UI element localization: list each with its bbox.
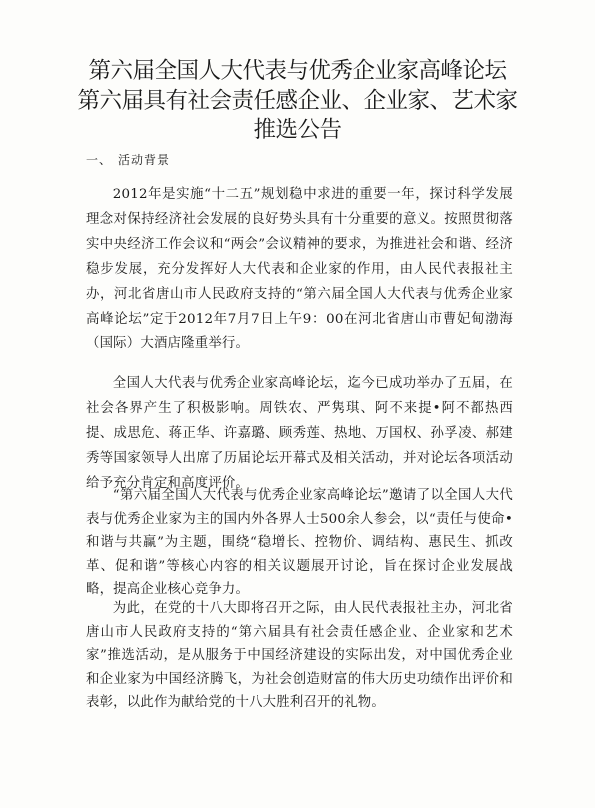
section-heading (86, 151, 170, 168)
paragraph-1: 2012年是实施“十二五”规划稳中求进的重要一年，探讨科学发展理念对保持经济社会发展的良好势头具有十分重要的意义。按照贯彻落实中央经济工作会议和“两会”会议精神的要求，为推进社会和谐、经济稳步发展，充分发挥好人大代表和企业家的作用，由人民代表报社主办，河北省唐山市人民政府支持的“第六届全国人大代表与优秀企业家高峰论坛”定于2012年7月7日上午9：00在河北省唐山市曹妃甸渤海（国际）大酒店隆重举行。 (86, 187, 513, 352)
title-line-2: 第六届具有社会责任感企业、企业家、艺术家 (77, 88, 518, 114)
title-line-3: 推选公告 (253, 117, 342, 143)
section-number: 一、 (86, 153, 113, 167)
paragraph-3: “第六届全国人大代表与优秀企业家高峰论坛”邀请了以全国人大代表与优秀企业家为主的国内外各界人士500余人参会，以“责任与使命•和谐与共赢”为主题，围绕“稳增长、控物价、调结构、惠民生、抓改革、促和谐”等核心内容的相关议题展开讨论，旨在探讨企业发展战略，提高企业核心竞争力。 (86, 488, 513, 597)
title-line-1: 第六届全国人大代表与优秀企业家高峰论坛 (88, 58, 507, 84)
paragraph-4: 为此，在党的十八大即将召开之际，由人民代表报社主办，河北省唐山市人民政府支持的“第六届具有社会责任感企业、企业家和艺术家”推选活动，是从服务于中国经济建设的实际出发，对中国优秀企业和企业家为中国经济腾飞，为社会创造财富的伟大历史功绩作出评价和表彰，以此作为献给党的十八大胜利召开的礼物。 (86, 601, 513, 710)
paragraph-2: 全国人大代表与优秀企业家高峰论坛，迄今已成功举办了五届，在社会各界产生了积极影响。周铁农、严隽琪、阿不来提•阿不都热西提、成思危、蒋正华、许嘉璐、顾秀莲、热地、万国权、孙孚凌、郝建秀等国家领导人出席了历届论坛开幕式及相关活动，并对论坛各项活动给予充分肯定和高度评价。 (86, 376, 513, 491)
section-title: 活动背景 (118, 153, 171, 167)
